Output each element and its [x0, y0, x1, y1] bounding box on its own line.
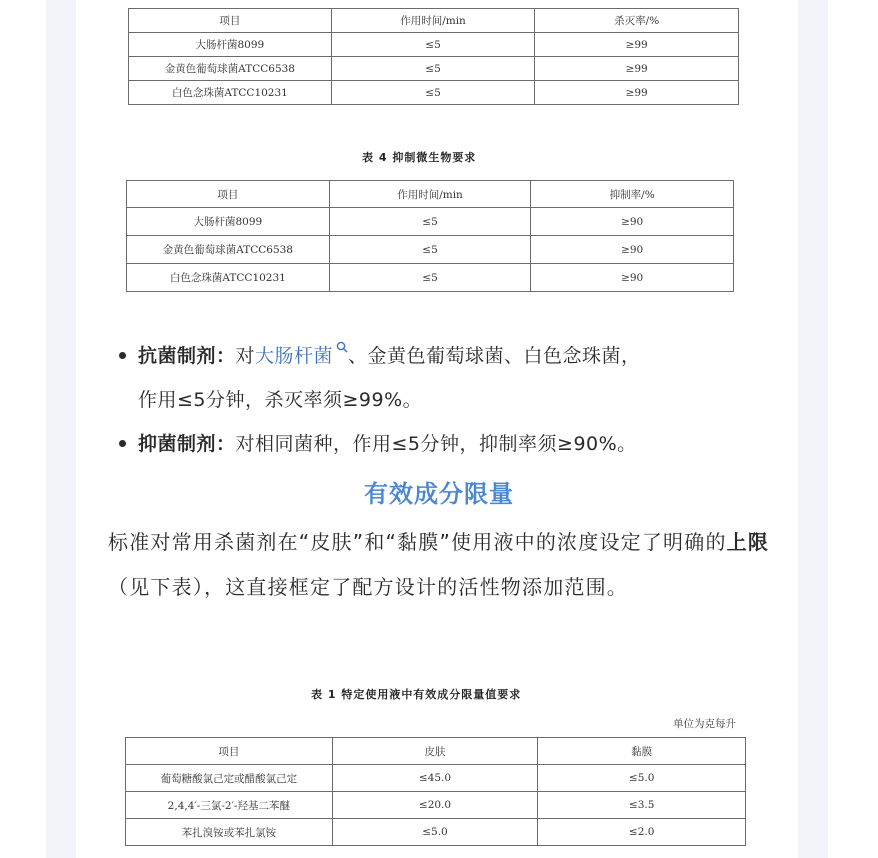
paragraph-text: （见下表），这直接框定了配方设计的活性物添加范围。 — [108, 575, 628, 599]
table-header-row — [126, 738, 746, 765]
table-cell: ≤5 — [329, 264, 531, 292]
bullet-text: 对相同菌种，作用≤5分钟，抑制率须≥90%。 — [235, 433, 637, 455]
bullet-text: 、金黄色葡萄球菌、白色念珠菌， — [348, 345, 641, 367]
table-header-row — [129, 9, 739, 33]
table-cell: ≥90 — [531, 264, 734, 292]
table-row — [127, 236, 734, 264]
unit-note: 单位为克每升 — [673, 718, 736, 730]
table-row — [126, 819, 746, 846]
table-cell: ≤45.0 — [332, 765, 538, 792]
header-cell: 项目 — [126, 738, 333, 765]
header-cell: 黏膜 — [538, 738, 746, 765]
table-cell: ≤5 — [331, 57, 535, 81]
table-cell: 葡萄糖酸氯己定或醋酸氯己定 — [126, 765, 333, 792]
bullet-dot — [119, 440, 126, 447]
table-cell: 金黄色葡萄球菌ATCC6538 — [129, 57, 332, 81]
left-margin — [0, 0, 46, 858]
table-row — [129, 57, 739, 81]
bullet-text-line2: 作用≤5分钟，杀灭率须≥99%。 — [138, 389, 423, 411]
table-cell: ≥90 — [531, 208, 734, 236]
table-cell: ≥99 — [535, 81, 739, 105]
table-cell: ≤5 — [331, 33, 535, 57]
header-cell: 皮肤 — [332, 738, 538, 765]
header-cell: 杀灭率/% — [535, 9, 739, 33]
header-cell: 项目 — [129, 9, 332, 33]
paragraph-emphasis: 上限 — [726, 530, 770, 554]
bullet-label: 抑菌制剂： — [138, 433, 236, 455]
table-cell: ≤5 — [329, 208, 531, 236]
header-cell: 作用时间/min — [329, 181, 531, 208]
bullet-item-antibacterial — [138, 334, 778, 422]
ecoli-link[interactable]: 大肠杆菌 — [255, 345, 334, 367]
table-cell: ≤5 — [329, 236, 531, 264]
inhibition-table — [126, 180, 734, 292]
table-cell: ≥99 — [535, 57, 739, 81]
table1-caption: 表 1 特定使用液中有效成分限量值要求 — [311, 688, 522, 701]
table-header-row — [127, 181, 734, 208]
table-row — [127, 208, 734, 236]
table-cell: ≤20.0 — [332, 792, 538, 819]
body-paragraph — [108, 520, 774, 610]
header-cell: 作用时间/min — [331, 9, 535, 33]
header-cell: 项目 — [127, 181, 330, 208]
table-cell: 金黄色葡萄球菌ATCC6538 — [127, 236, 330, 264]
table-cell: 大肠杆菌8099 — [129, 33, 332, 57]
table-row — [127, 264, 734, 292]
table-cell: ≥99 — [535, 33, 739, 57]
table-cell: 2,4,4′-三氯-2′-羟基二苯醚 — [126, 792, 333, 819]
table-cell: 白色念珠菌ATCC10231 — [129, 81, 332, 105]
table-cell: ≥90 — [531, 236, 734, 264]
table-cell: 苯扎溴铵或苯扎氯铵 — [126, 819, 333, 846]
kill-rate-table — [128, 8, 739, 105]
table-row — [129, 81, 739, 105]
table-cell: ≤5.0 — [332, 819, 538, 846]
table4-caption: 表 4 抑制微生物要求 — [362, 151, 477, 164]
table-row — [129, 33, 739, 57]
bullet-list — [138, 334, 778, 466]
table-cell: ≤5.0 — [538, 765, 746, 792]
limits-table — [125, 737, 746, 846]
right-margin — [828, 0, 878, 858]
header-cell: 抑制率/% — [531, 181, 734, 208]
table-cell: ≤5 — [331, 81, 535, 105]
table-cell: 白色念珠菌ATCC10231 — [127, 264, 330, 292]
table-row — [126, 792, 746, 819]
bullet-dot — [119, 352, 126, 359]
table-row — [126, 765, 746, 792]
bullet-item-bacteriostatic — [138, 422, 778, 466]
bullet-text: 对 — [235, 345, 256, 367]
search-icon[interactable] — [336, 341, 348, 353]
bullet-label: 抗菌制剂： — [138, 345, 236, 367]
paragraph-text: 标准对常用杀菌剂在“皮肤”和“黏膜”使用液中的浓度设定了明确的 — [108, 530, 727, 554]
table-cell: ≤2.0 — [538, 819, 746, 846]
section-title: 有效成分限量 — [364, 480, 514, 508]
table-cell: ≤3.5 — [538, 792, 746, 819]
table-cell: 大肠杆菌8099 — [127, 208, 330, 236]
